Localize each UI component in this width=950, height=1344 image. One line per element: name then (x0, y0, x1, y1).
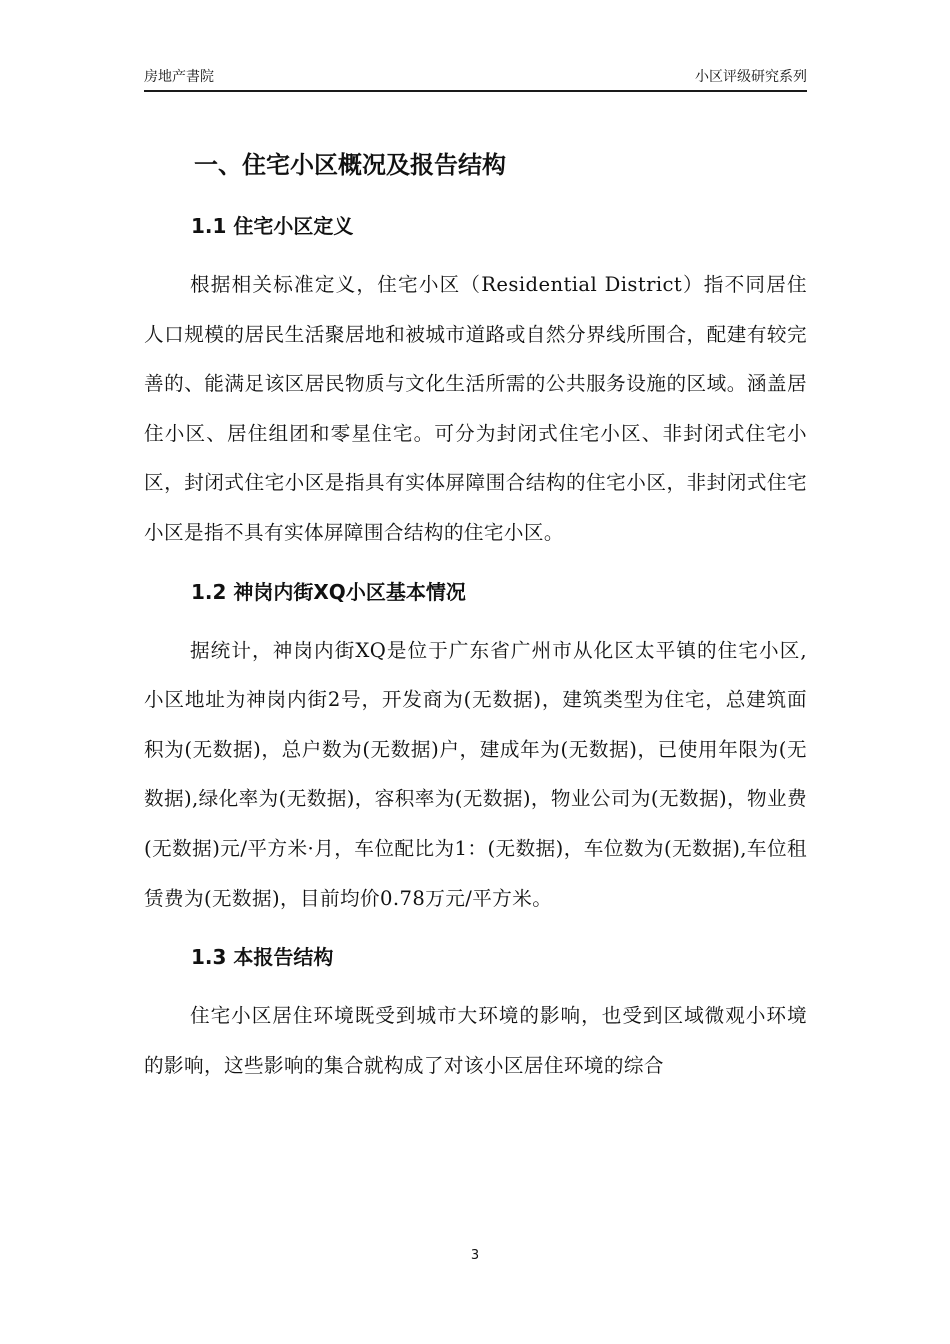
header-left-title: 房地产書院 (144, 69, 214, 85)
document-body (144, 136, 807, 1090)
section-paragraph-1-2: 据统计，神岗内街XQ是位于广东省广州市从化区太平镇的住宅小区,小区地址为神岗内街2号，开发商为(无数据)，建筑类型为住宅，总建筑面积为(无数据)，总户数为(无数据)户，建成年为(无数据)，已使用年限为(无数据),绿化率为(无数据)，容积率为(无数据)，物业公司为(无数据)，物业费(无数据)元/平方米·月，车位配比为1：(无数据)，车位数为(无数据),车位租赁费为(无数据)，目前均价0.78万元/平方米。 (144, 638, 807, 910)
section-paragraph-1-1: 根据相关标准定义，住宅小区（Residential District）指不同居住人口规模的居民生活聚居地和被城市道路或自然分界线所围合，配建有较完善的、能满足该区居民物质与文化生活所需的公共服务设施的区域。涵盖居住小区、居住组团和零星住宅。可分为封闭式住宅小区、非封闭式住宅小区，封闭式住宅小区是指具有实体屏障围合结构的住宅小区，非封闭式住宅小区是指不具有实体屏障围合结构的住宅小区。 (144, 273, 807, 544)
header-right-title: 小区评级研究系列 (695, 69, 807, 85)
section-paragraph-1-3: 住宅小区居住环境既受到城市大环境的影响，也受到区域微观小环境的影响，这些影响的集合就构成了对该小区居住环境的综合 (144, 1004, 807, 1077)
section-heading-1-1: 1.1 住宅小区定义 (191, 214, 354, 238)
section-heading-1-2: 1.2 神岗内街XQ小区基本情况 (191, 579, 466, 604)
page-header (144, 64, 807, 92)
page-number: 3 (470, 1248, 480, 1263)
chapter-title: 一、住宅小区概况及报告结构 (194, 151, 506, 179)
section-heading-1-3: 1.3 本报告结构 (191, 945, 334, 970)
